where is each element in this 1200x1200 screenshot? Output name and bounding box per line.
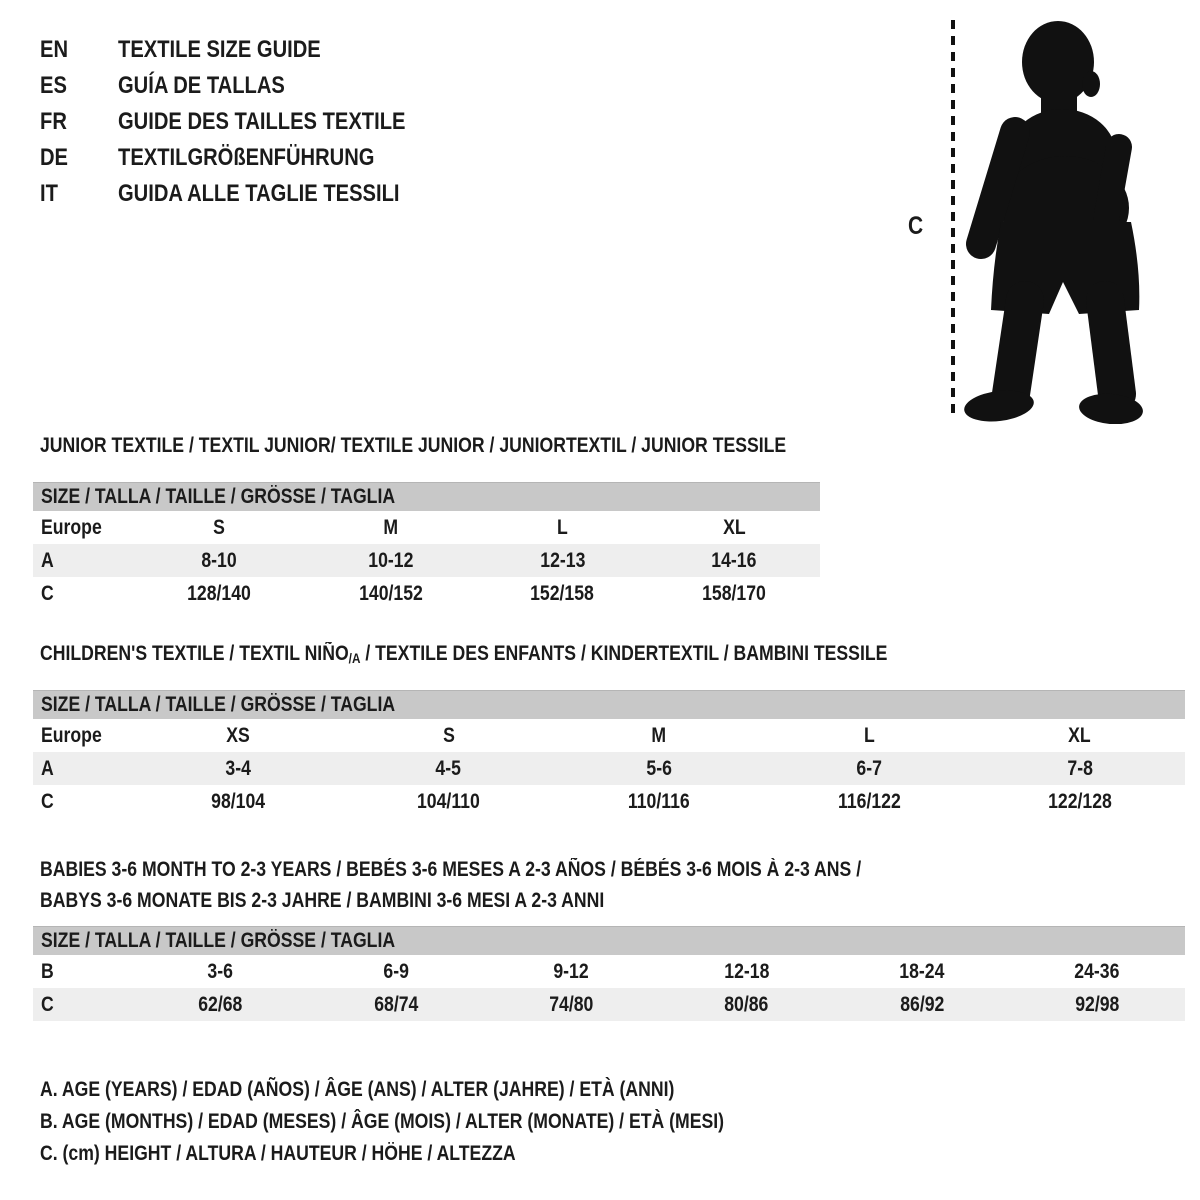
language-code bbox=[40, 180, 118, 208]
row-label: B bbox=[41, 959, 54, 983]
height-cell: 80/86 bbox=[724, 992, 769, 1016]
row-label: Europe bbox=[41, 515, 102, 539]
height-cell: 158/170 bbox=[702, 581, 767, 605]
table-row-age bbox=[33, 544, 820, 577]
height-cell: 98/104 bbox=[211, 789, 266, 813]
months-cell: 6-9 bbox=[383, 959, 409, 983]
height-cell: 62/68 bbox=[198, 992, 243, 1016]
children-size-table bbox=[33, 690, 1185, 818]
language-title-text: TEXTILE SIZE GUIDE bbox=[118, 36, 321, 63]
height-cell: 128/140 bbox=[186, 581, 251, 605]
height-cell: 74/80 bbox=[549, 992, 594, 1016]
size-header-text: SIZE / TALLA / TAILLE / GRÖSSE / TAGLIA bbox=[41, 693, 396, 716]
months-cell: 3-6 bbox=[207, 959, 234, 983]
language-title-text: GUÍA DE TALLAS bbox=[118, 72, 285, 99]
months-cell: 24-36 bbox=[1074, 959, 1120, 983]
row-label: C bbox=[41, 581, 54, 605]
language-title bbox=[118, 36, 359, 64]
row-label: A bbox=[41, 756, 54, 780]
height-measure-label-text: C bbox=[908, 212, 924, 240]
height-cell: 152/158 bbox=[530, 581, 595, 605]
size-cell: XL bbox=[1068, 723, 1092, 747]
language-code bbox=[40, 36, 118, 64]
size-cell: M bbox=[383, 515, 398, 539]
language-code-text: EN bbox=[40, 36, 69, 63]
months-cell: 12-18 bbox=[724, 959, 770, 983]
table-row-height bbox=[33, 988, 1185, 1021]
table-row-age bbox=[33, 752, 1185, 785]
language-title-text: GUIDA ALLE TAGLIE TESSILI bbox=[118, 180, 400, 207]
language-title bbox=[118, 108, 460, 136]
row-label: A bbox=[41, 548, 54, 572]
table-row-height bbox=[33, 577, 820, 610]
age-cell: 7-8 bbox=[1067, 756, 1093, 780]
language-code bbox=[40, 144, 118, 172]
age-cell: 12-13 bbox=[539, 548, 585, 572]
size-header-band bbox=[33, 690, 1185, 719]
size-header-text: SIZE / TALLA / TAILLE / GRÖSSE / TAGLIA bbox=[41, 929, 396, 952]
babies-size-table bbox=[33, 926, 1185, 1021]
junior-section-title bbox=[40, 434, 928, 458]
size-cell: M bbox=[651, 723, 667, 747]
age-cell: 4-5 bbox=[435, 756, 462, 780]
toddler-silhouette-icon bbox=[905, 12, 1150, 424]
row-label: C bbox=[41, 992, 54, 1016]
age-cell: 5-6 bbox=[646, 756, 672, 780]
table-row-europe bbox=[33, 719, 1185, 752]
height-cell: 104/110 bbox=[417, 789, 481, 813]
language-row-es bbox=[40, 68, 460, 104]
junior-section-title-text: JUNIOR TEXTILE / TEXTIL JUNIOR/ TEXTILE JUNIOR / JUNIORTEXTIL / JUNIOR TESSILE bbox=[40, 434, 787, 457]
legend-note-a: A. AGE (YEARS) / EDAD (AÑOS) / ÂGE (ANS) / ALTER (JAHRE) / ETÀ (ANNI) bbox=[40, 1078, 675, 1101]
size-cell: XS bbox=[226, 723, 250, 747]
table-row-europe bbox=[33, 511, 820, 544]
table-row-months bbox=[33, 955, 1185, 988]
language-row-fr bbox=[40, 104, 460, 140]
size-cell: S bbox=[442, 723, 455, 747]
height-cell: 68/74 bbox=[373, 992, 419, 1016]
language-row-it bbox=[40, 176, 460, 212]
language-title-text: TEXTILGRÖßENFÜHRUNG bbox=[118, 144, 375, 171]
language-title bbox=[118, 180, 453, 208]
babies-section-title-text: BABYS 3-6 MONATE BIS 2-3 JAHRE / BAMBINI 3-6 MESI A 2-3 ANNI bbox=[40, 889, 605, 912]
height-cell: 122/128 bbox=[1047, 789, 1112, 813]
junior-size-table bbox=[33, 482, 820, 610]
height-cell: 86/92 bbox=[899, 992, 945, 1016]
language-title bbox=[118, 72, 317, 100]
children-section-title-text: CHILDREN'S TEXTILE / TEXTIL NIÑO/A / TEXTILE DES ENFANTS / KINDERTEXTIL / BAMBINI TESSILE bbox=[40, 642, 888, 666]
legend-note-c: C. (cm) HEIGHT / ALTURA / HAUTEUR / HÖHE / ALTEZZA bbox=[40, 1142, 516, 1165]
language-code bbox=[40, 72, 118, 100]
toddler-silhouette-shape bbox=[962, 21, 1144, 424]
age-cell: 8-10 bbox=[201, 548, 237, 572]
babies-section-title-line1 bbox=[40, 858, 1018, 882]
babies-section-title-line2 bbox=[40, 889, 712, 913]
language-row-de bbox=[40, 140, 460, 176]
size-cell: S bbox=[212, 515, 225, 539]
size-cell: L bbox=[556, 515, 568, 539]
size-header-band bbox=[33, 482, 820, 511]
language-title-list bbox=[40, 32, 460, 212]
height-cell: 116/122 bbox=[838, 789, 901, 813]
language-title bbox=[118, 144, 423, 172]
language-title-text: GUIDE DES TAILLES TEXTILE bbox=[118, 108, 406, 135]
size-header-text: SIZE / TALLA / TAILLE / GRÖSSE / TAGLIA bbox=[41, 485, 396, 508]
age-cell: 3-4 bbox=[225, 756, 251, 780]
language-code-text: FR bbox=[40, 108, 67, 135]
language-code-text: DE bbox=[40, 144, 69, 171]
height-cell: 140/152 bbox=[358, 581, 423, 605]
children-section-title bbox=[40, 642, 1049, 670]
age-cell: 6-7 bbox=[856, 756, 883, 780]
size-cell: XL bbox=[722, 515, 746, 539]
language-row-en bbox=[40, 32, 460, 68]
months-cell: 18-24 bbox=[899, 959, 945, 983]
age-cell: 10-12 bbox=[368, 548, 414, 572]
row-label: C bbox=[41, 789, 54, 813]
legend-notes bbox=[40, 1074, 854, 1170]
babies-section-title-text: BABIES 3-6 MONTH TO 2-3 YEARS / BEBÉS 3-6 MESES A 2-3 AÑOS / BÉBÉS 3-6 MOIS À 2-3 ANS / bbox=[40, 858, 862, 881]
language-code-text: IT bbox=[40, 180, 58, 207]
size-cell: L bbox=[864, 723, 875, 747]
row-label: Europe bbox=[41, 723, 102, 747]
legend-note-b: B. AGE (MONTHS) / EDAD (MESES) / ÂGE (MOIS) / ALTER (MONATE) / ETÀ (MESI) bbox=[40, 1110, 725, 1133]
age-cell: 14-16 bbox=[711, 548, 757, 572]
height-measure-label bbox=[908, 212, 926, 241]
language-code bbox=[40, 108, 118, 136]
size-header-band bbox=[33, 926, 1185, 955]
height-cell: 92/98 bbox=[1075, 992, 1120, 1016]
height-cell: 110/116 bbox=[628, 789, 690, 813]
months-cell: 9-12 bbox=[553, 959, 589, 983]
table-row-height bbox=[33, 785, 1185, 818]
language-code-text: ES bbox=[40, 72, 67, 99]
